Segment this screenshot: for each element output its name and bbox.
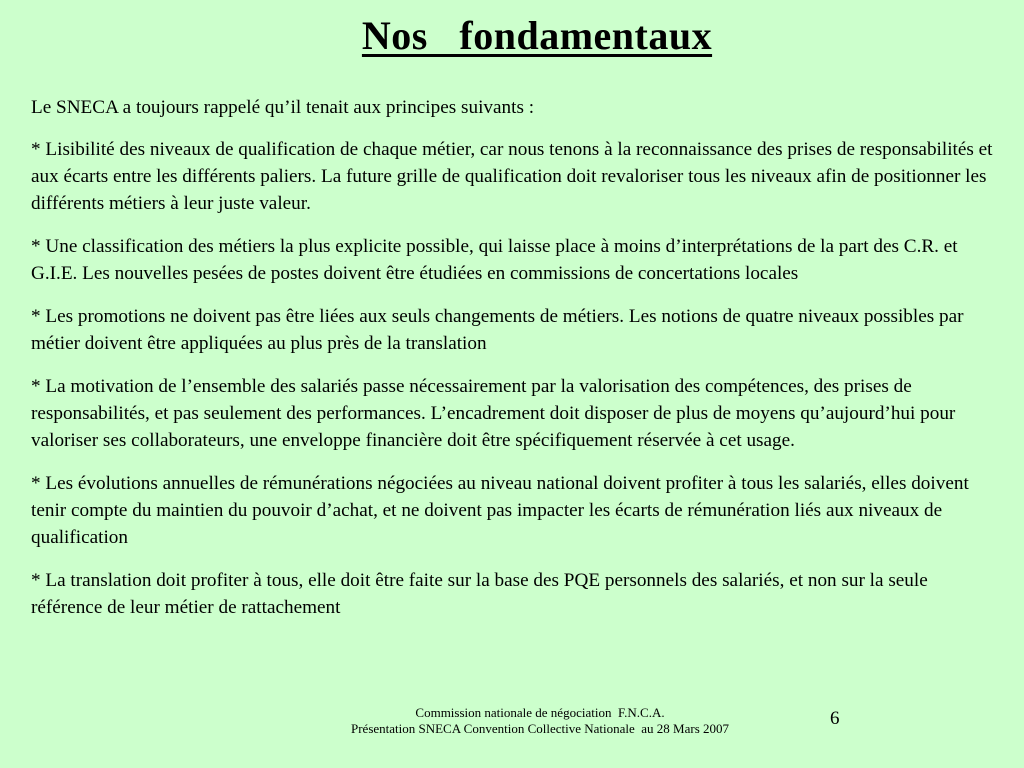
footer-line-commission: Commission nationale de négociation F.N.C.A. <box>415 705 665 720</box>
slide-title: Nos fondamentaux <box>361 13 713 58</box>
principle-item-translation: * La translation doit profiter à tous, elle doit être faite sur la base des PQE personnels des salariés, et non sur la seule référence de leur métier de rattachement <box>31 570 928 618</box>
slide-footer <box>290 705 790 737</box>
principle-item-classification: * Une classification des métiers la plus explicite possible, qui laisse place à moins d’interprétations de la part des C.R. et G.I.E. Les nouvelles pesées de postes doivent être étudiées en commissions de concertations locales <box>31 236 958 284</box>
slide-body <box>31 94 997 637</box>
principle-item-motivation: * La motivation de l’ensemble des salariés passe nécessairement par la valorisation des compétences, des prises de responsabilités, et pas seulement des performances. L’encadrement doit disposer de plus de moyens qu’aujourd’hui pour valoriser ses collaborateurs, une enveloppe financière doit être spécifiquement réservée à cet usage. <box>31 376 956 451</box>
page-number: 6 <box>830 708 840 729</box>
principle-item-promotions: * Les promotions ne doivent pas être liées aux seuls changements de métiers. Les notions de quatre niveaux possibles par métier doivent être appliquées au plus près de la translation <box>31 306 964 354</box>
principle-item-evolutions: * Les évolutions annuelles de rémunérations négociées au niveau national doivent profiter à tous les salariés, elles doivent tenir compte du maintien du pouvoir d’achat, et ne doivent pas impacter les écarts de rémunération liés aux niveaux de qualification <box>31 473 969 548</box>
intro-paragraph: Le SNECA a toujours rappelé qu’il tenait aux principes suivants : <box>31 97 535 118</box>
footer-line-presentation: Présentation SNECA Convention Collective Nationale au 28 Mars 2007 <box>350 721 730 736</box>
principle-item-lisibilite: * Lisibilité des niveaux de qualification de chaque métier, car nous tenons à la reconnaissance des prises de responsabilités et aux écarts entre les différents paliers. La future grille de qualification doit revaloriser tous les niveaux afin de positionner les différents métiers à leur juste valeur. <box>31 139 993 214</box>
